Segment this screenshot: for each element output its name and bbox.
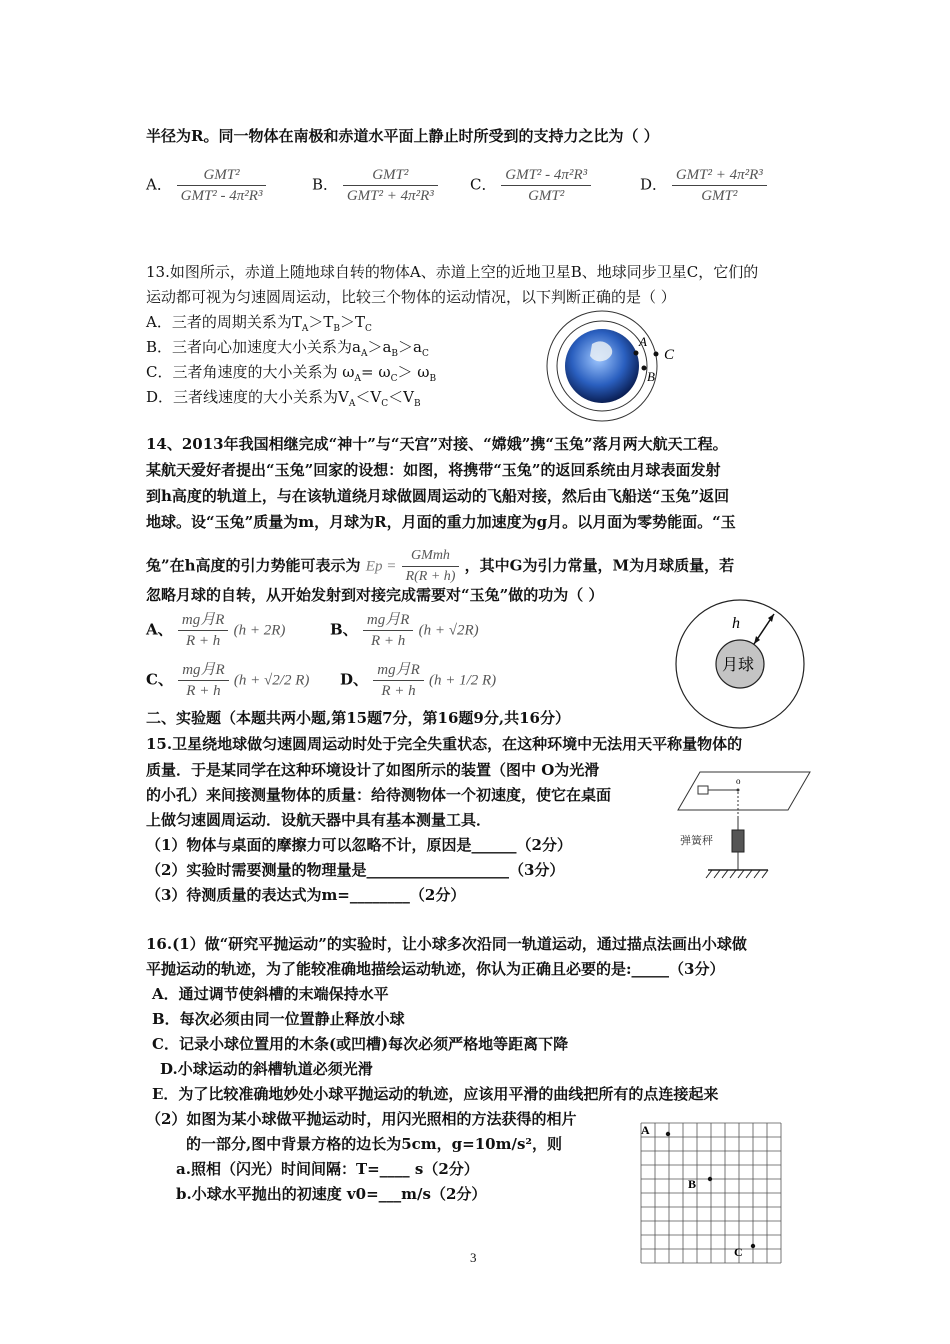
q12-b-denominator: GMT² + 4π²R³	[346, 188, 434, 204]
point-b	[642, 366, 647, 371]
q13-option-a: A．三者的周期关系为$T_A>T_B>T_C$	[146, 313, 372, 334]
q16-part2-a: a.照相（闪光）时间间隔：T=____ s（2分）	[176, 1160, 479, 1178]
q14-b-fraction	[363, 610, 414, 651]
earth-icon	[565, 329, 639, 403]
q12-option-b-label: B．	[312, 175, 339, 194]
q14-d-numerator: mg月R	[373, 660, 424, 681]
q16-option-a: A．通过调节使斜槽的末端保持水平	[152, 985, 389, 1003]
earth-orbit-figure	[544, 306, 694, 426]
grid-label-a: A	[641, 1123, 650, 1137]
point-a	[666, 1132, 670, 1136]
q16-line-2: 平抛运动的轨迹，为了能较准确地描绘运动轨迹，你认为正确且必要的是:_____（3分）	[146, 960, 725, 978]
q16-option-c: C．记录小球位置用的木条(或凹槽)每次必须严格地等距离下降	[152, 1035, 569, 1053]
q16-part2-line-1: （2）如图为某小球做平抛运动时，用闪光照相的方法获得的相片	[146, 1110, 577, 1128]
q12-d-denominator: GMT²	[701, 188, 738, 204]
q14-b-numerator: mg月R	[363, 610, 414, 631]
q13-option-b: B．三者向心加速度大小关系为$a_A>a_B>a_C$	[146, 338, 429, 359]
q14-line-6: 忽略月球的自转，从开始发射到对接完成需要对“玉兔”做的功为（ ）	[146, 586, 604, 604]
projectile-grid-figure	[640, 1122, 782, 1264]
q12-option-d	[640, 165, 767, 206]
q14-a-denominator: R + h	[185, 633, 221, 649]
q12-d-numerator: GMT² + 4π²R³	[672, 165, 767, 186]
q16-part2-line-2: 的一部分,图中背景方格的边长为5cm，g=10m/s²，则	[186, 1135, 562, 1153]
q14-option-d	[340, 660, 496, 701]
q12-option-c	[470, 165, 591, 206]
q12-option-a	[146, 165, 266, 206]
q12-option-d-fraction	[672, 165, 767, 206]
q16-part2-b: b.小球水平抛出的初速度 v0=___m/s（2分）	[176, 1185, 487, 1203]
q16-option-b: B．每次必须由同一位置静止释放小球	[152, 1010, 405, 1028]
q14-line-1: 14、2013年我国相继完成“神十”与“天宫”对接、“嫦娥”携“玉兔”落月两大航天工程。	[146, 435, 728, 453]
q14-c-numerator: mg月R	[178, 660, 229, 681]
q12-option-c-label: C．	[470, 175, 497, 194]
q15-line-1: 15.卫星绕地球做匀速圆周运动时处于完全失重状态，在这种环境中无法用天平称量物体的	[146, 735, 743, 753]
q12-option-b	[312, 165, 438, 206]
q14-c-fraction	[178, 660, 229, 701]
q12-option-a-fraction	[177, 165, 267, 206]
q14-b-denominator: R + h	[371, 633, 406, 649]
q15-sub-3: （3）待测质量的表达式为m=________（2分）	[146, 886, 466, 904]
q12-a-denominator: GMT² - 4π²R³	[180, 188, 263, 204]
point-b	[708, 1177, 712, 1181]
q16-option-e: E．为了比较准确地妙处小球平抛运动的轨迹，应该用平滑的曲线把所有的点连接起来	[152, 1085, 719, 1103]
q14-line-4: 地球。设“玉兔”质量为m，月球为R，月面的重力加速度为g月。以月面为零势能面。“玉	[146, 513, 736, 531]
q15-line-3: 的小孔）来间接测量物体的质量：给待测物体一个初速度，使它在桌面	[146, 786, 612, 804]
q12-c-numerator: GMT² - 4π²R³	[501, 165, 591, 186]
spring-scale-icon	[732, 830, 744, 852]
q12-option-c-fraction	[501, 165, 591, 206]
hole-o-label: o	[736, 776, 741, 786]
q14-option-d-label: D、	[340, 670, 369, 689]
q14-c-tail: (h + √2/2 R)	[233, 672, 310, 689]
moon-label: 月球	[722, 655, 755, 674]
label-b: B	[647, 369, 655, 384]
grid-label-b: B	[688, 1177, 697, 1191]
q14-line-5-end: ，其中G为引力常量，M为月球质量，若	[464, 556, 735, 575]
point-c	[751, 1244, 755, 1248]
test-object	[698, 786, 708, 794]
ep-symbol: Ep =	[365, 558, 397, 575]
q14-a-numerator: mg月R	[178, 610, 229, 631]
q12-stem: 半径为R。同一物体在南极和赤道水平面上静止时所受到的支持力之比为（ ）	[146, 127, 659, 145]
ep-denominator: R(R + h)	[405, 569, 456, 584]
section-2-heading: 二、实验题（本题共两小题,第15题7分，第16题9分,共16分）	[146, 709, 570, 727]
q12-option-d-label: D．	[640, 175, 668, 194]
q16-option-d: D.小球运动的斜槽轨道必须光滑	[160, 1060, 373, 1078]
q14-option-a	[146, 610, 285, 651]
grid-label-c: C	[734, 1245, 743, 1259]
moon-orbit-figure	[672, 596, 812, 736]
page-number: 3	[470, 1250, 477, 1265]
q16-line-1: 16.(1）做“研究平抛运动”的实验时，让小球多次沿同一轨道运动，通过描点法画出小球做	[146, 935, 747, 953]
ep-numerator: GMmh	[402, 546, 460, 567]
q12-option-b-fraction	[343, 165, 438, 206]
point-c	[654, 352, 659, 357]
q14-c-denominator: R + h	[186, 683, 221, 699]
q12-b-numerator: GMT²	[343, 165, 438, 186]
q14-option-c	[146, 660, 309, 701]
q14-b-tail: (h + √2R)	[418, 622, 479, 639]
q14-option-b	[330, 610, 479, 651]
label-a: A	[639, 334, 647, 349]
q14-d-tail: (h + 1/2 R)	[428, 672, 497, 689]
q15-line-4: 上做匀速圆周运动．设航天器中具有基本测量工具．	[146, 811, 492, 829]
q14-option-a-label: A、	[146, 620, 173, 639]
q14-option-b-label: B、	[330, 620, 358, 639]
q13-line-2: 运动都可视为匀速圆周运动，比较三个物体的运动情况，以下判断正确的是（ ）	[146, 288, 676, 306]
q15-sub-2: （2）实验时需要测量的物理量是___________________（3分）	[146, 861, 565, 879]
q12-option-a-label: A．	[146, 175, 172, 194]
point-a	[634, 351, 639, 356]
q14-line-2: 某航天爱好者提出“玉兔”回家的设想：如图，将携带“玉兔”的返回系统由月球表面发射	[146, 461, 721, 479]
h-label: h	[732, 615, 740, 632]
spring-scale-apparatus-figure	[670, 762, 820, 884]
q15-line-2: 质量．于是某同学在这种环境设计了如图所示的装置（图中 O为光滑	[146, 761, 600, 779]
q15-sub-1: （1）物体与桌面的摩擦力可以忽略不计，原因是______（2分）	[146, 836, 572, 854]
spring-scale-label: 弹簧秤	[680, 834, 713, 847]
ep-fraction	[402, 546, 460, 587]
q14-d-fraction	[373, 660, 424, 701]
q14-a-tail: (h + 2R)	[233, 622, 286, 639]
q14-d-denominator: R + h	[381, 683, 416, 699]
label-c: C	[664, 347, 675, 363]
q14-option-c-label: C、	[146, 670, 173, 689]
q14-line-5-start: 兔”在h高度的引力势能可表示为	[146, 556, 361, 575]
q12-c-denominator: GMT²	[528, 188, 565, 204]
q14-a-fraction	[178, 610, 229, 651]
q13-option-c: C．三者角速度的大小关系为 $\omega_A= \omega_C> \omega_B$	[146, 363, 437, 384]
q13-option-d: D．三者线速度的大小关系为$V_A<V_C<V_B$	[146, 388, 421, 409]
q12-a-numerator: GMT²	[177, 165, 267, 186]
q14-line-3: 到h高度的轨道上，与在该轨道绕月球做圆周运动的飞船对接，然后由飞船送“玉兔”返回	[146, 487, 730, 505]
q13-line-1: 13.如图所示，赤道上随地球自转的物体A、赤道上空的近地卫星B、地球同步卫星C，它们的	[146, 263, 759, 281]
q14-line-5	[146, 546, 734, 587]
